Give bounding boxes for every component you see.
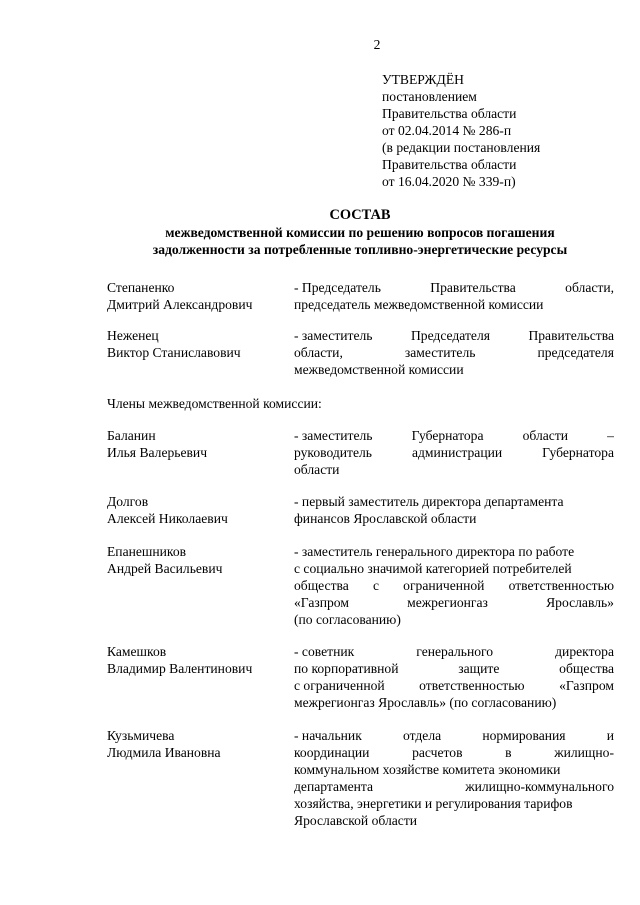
member-role-line <box>294 594 614 611</box>
member-name <box>107 493 292 527</box>
member-role-line <box>294 744 614 761</box>
member-role-line <box>294 444 614 461</box>
member-role-line <box>294 344 614 361</box>
member-surname: Кузьмичева <box>107 728 175 743</box>
member-role-word: департамента <box>294 779 374 794</box>
member-role-line: председатель межведомственной комиссии <box>294 297 544 312</box>
member-given-names: Дмитрий Александрович <box>107 297 253 312</box>
member-given-names: Андрей Васильевич <box>107 561 223 576</box>
member-given-names: Виктор Станиславович <box>107 345 241 360</box>
member-role-word: «Газпром <box>294 595 349 610</box>
member-role-line <box>294 727 614 744</box>
member-role-word: Губернатора <box>542 445 614 460</box>
member-role-word: нормирования <box>482 728 566 743</box>
member-given-names: Илья Валерьевич <box>107 445 208 460</box>
member-role-line <box>294 643 614 660</box>
member-role-word: заместитель <box>404 345 476 360</box>
member-role-word: администрации <box>411 445 503 460</box>
member-name <box>107 427 292 461</box>
member-role-word: «Газпром <box>559 678 614 693</box>
member-role-line: межрегионгаз Ярославль» (по согласованию) <box>294 695 557 710</box>
approval-line: УТВЕРЖДЁН <box>382 72 464 87</box>
member-role-line <box>294 778 614 795</box>
member-role-line <box>294 279 614 296</box>
member-given-names: Владимир Валентинович <box>107 661 253 676</box>
member-role-line: - заместитель генерального директора по работе <box>294 544 575 559</box>
member-role-line: с социально значимой категорией потребителей <box>294 561 572 576</box>
member-given-names: Алексей Николаевич <box>107 511 228 526</box>
approval-line: постановлением <box>382 89 477 104</box>
member-role-word: - советник <box>294 644 355 659</box>
member-role-line: финансов Ярославской области <box>294 511 477 526</box>
member-role-word: председателя <box>537 345 614 360</box>
member-role-word: жилищно- <box>554 745 614 760</box>
member-surname: Епанешников <box>107 544 187 559</box>
member-surname: Долгов <box>107 494 149 509</box>
member-name <box>107 279 292 313</box>
member-role-word: области, <box>565 280 614 295</box>
member-role-word: расчетов <box>412 745 463 760</box>
member-given-names: Людмила Ивановна <box>107 745 221 760</box>
member-role-line <box>294 677 614 694</box>
member-role-word: руководитель <box>294 445 373 460</box>
document-subtitle-line: задолженности за потребленные топливно-энергетические ресурсы <box>152 242 568 257</box>
member-surname: Степаненко <box>107 280 175 295</box>
member-name <box>107 727 292 761</box>
member-role-word: - заместитель <box>294 328 373 343</box>
member-role-word: межрегионгаз <box>407 595 488 610</box>
member-role-line: Ярославской области <box>294 813 418 828</box>
member-role-word: Председателя <box>410 328 490 343</box>
member-role-word: в <box>505 745 512 760</box>
approval-line: (в редакции постановления <box>382 140 541 155</box>
member-role-line <box>294 660 614 677</box>
member-role-word: области <box>522 428 569 443</box>
member-role-word: ограниченной <box>403 578 485 593</box>
approval-line: Правительства области <box>382 106 517 121</box>
approval-line: от 02.04.2014 № 286-п <box>382 123 512 138</box>
member-role-line <box>294 327 614 344</box>
member-name <box>107 643 292 677</box>
member-role-word: области, <box>294 345 343 360</box>
page-number: 2 <box>373 37 381 52</box>
member-role-word: генерального <box>416 644 494 659</box>
member-role-word: и <box>606 728 614 743</box>
member-role-word: по корпоративной <box>294 661 399 676</box>
member-role-word: Ярославль» <box>546 595 614 610</box>
member-role <box>294 279 614 313</box>
member-role <box>294 327 614 378</box>
member-role-word: Губернатора <box>411 428 484 443</box>
member-role-line: - первый заместитель директора департамента <box>294 494 564 509</box>
document-subtitle-line: межведомственной комиссии по решению вопросов погашения <box>165 225 555 240</box>
member-role-word: директора <box>555 644 614 659</box>
member-role-word: Правительства <box>528 328 614 343</box>
member-role <box>294 643 614 711</box>
member-role-word: отдела <box>403 728 442 743</box>
member-name <box>107 543 292 577</box>
member-role <box>294 727 614 829</box>
member-role-line: межведомственной комиссии <box>294 362 464 377</box>
member-role-line: области <box>294 462 340 477</box>
member-role-word: - начальник <box>294 728 362 743</box>
member-role-word: ответственностью <box>508 578 614 593</box>
member-role <box>294 543 614 628</box>
member-role-word: защите <box>458 661 500 676</box>
document-title: СОСТАВ <box>329 207 391 223</box>
approval-stamp <box>382 71 602 190</box>
member-surname: Баланин <box>107 428 156 443</box>
member-role-line: коммунальном хозяйстве комитета экономики <box>294 762 561 777</box>
member-surname: Неженец <box>107 328 159 343</box>
members-label: Члены межведомственной комиссии: <box>107 396 322 411</box>
member-role-line <box>294 577 614 594</box>
member-role-line <box>294 427 614 444</box>
approval-line: Правительства области <box>382 157 517 172</box>
member-role-line: хозяйства, энергетики и регулирования тарифов <box>294 796 573 811</box>
member-role-line: (по согласованию) <box>294 612 401 627</box>
member-role-word: ответственностью <box>419 678 525 693</box>
member-role <box>294 493 614 527</box>
approval-line: от 16.04.2020 № 339-п) <box>382 174 516 189</box>
member-role-word: общества <box>294 578 349 593</box>
document-title-block <box>100 206 620 258</box>
member-role-word: координации <box>294 745 370 760</box>
member-role-word: с ограниченной <box>294 678 385 693</box>
member-role-word: с <box>372 578 380 593</box>
member-surname: Камешков <box>107 644 167 659</box>
member-name <box>107 327 292 361</box>
member-role-word: жилищно-коммунального <box>465 779 614 794</box>
member-role <box>294 427 614 478</box>
member-role-word: - Председатель <box>294 280 381 295</box>
member-role-word: - заместитель <box>294 428 373 443</box>
member-role-word: общества <box>559 661 614 676</box>
member-role-word: – <box>607 428 614 443</box>
member-role-word: Правительства <box>430 280 516 295</box>
